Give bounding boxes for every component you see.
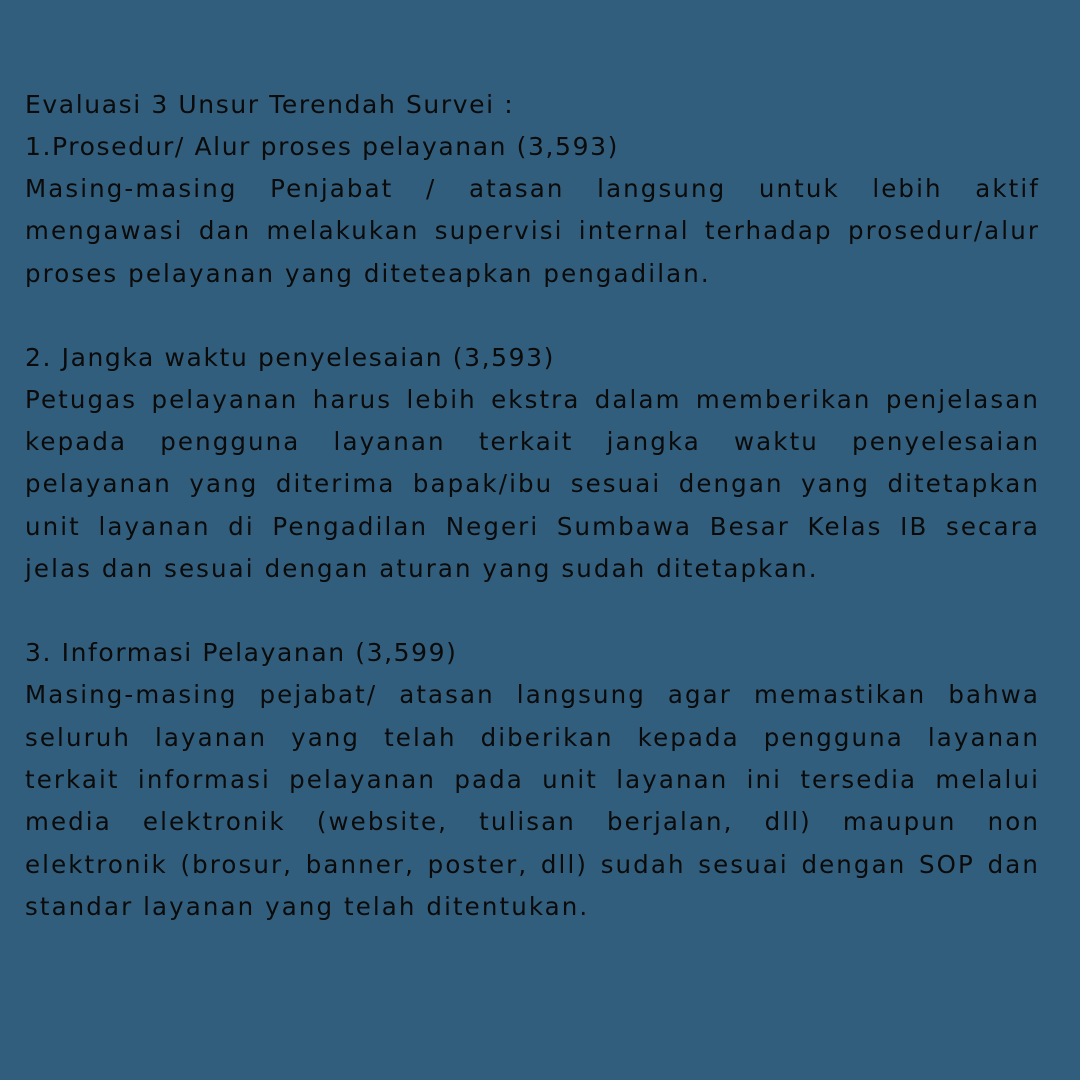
item-heading: 1.Prosedur/ Alur proses pelayanan (3,593) [25, 132, 619, 161]
page-title: Evaluasi 3 Unsur Terendah Survei : [25, 90, 515, 119]
item-recommendation: Masing-masing pejabat/ atasan langsung agar memastikan bahwa seluruh layanan yang telah diberikan kepada pengguna layanan terkait informasi pelayanan pada unit layanan ini tersedia melalui media elektronik (website, tulisan berjalan, dll) maupun non elektronik (brosur, banner, poster, dll) sudah sesuai dengan SOP dan standar layanan yang telah ditentukan. [25, 680, 1040, 921]
evaluation-item-2 [25, 337, 1040, 590]
item-recommendation: Masing-masing Penjabat / atasan langsung untuk lebih aktif mengawasi dan melakukan supervisi internal terhadap prosedur/alur proses pelayanan yang diteteapkan pengadilan. [25, 174, 1040, 288]
evaluation-item-1 [25, 126, 1040, 295]
item-heading: 2. Jangka waktu penyelesaian (3,593) [25, 342, 556, 372]
item-recommendation: Petugas pelayanan harus lebih ekstra dalam memberikan penjelasan kepada pengguna layanan terkait jangka waktu penyelesaian pelayanan yang diterima bapak/ibu sesuai dengan yang ditetapkan unit layanan di Pengadilan Negeri Sumbawa Besar Kelas IB secara jelas dan sesuai dengan aturan yang sudah ditetapkan. [25, 384, 1040, 584]
item-heading: 3. Informasi Pelayanan (3,599) [25, 638, 458, 668]
evaluation-item-3 [25, 632, 1040, 928]
